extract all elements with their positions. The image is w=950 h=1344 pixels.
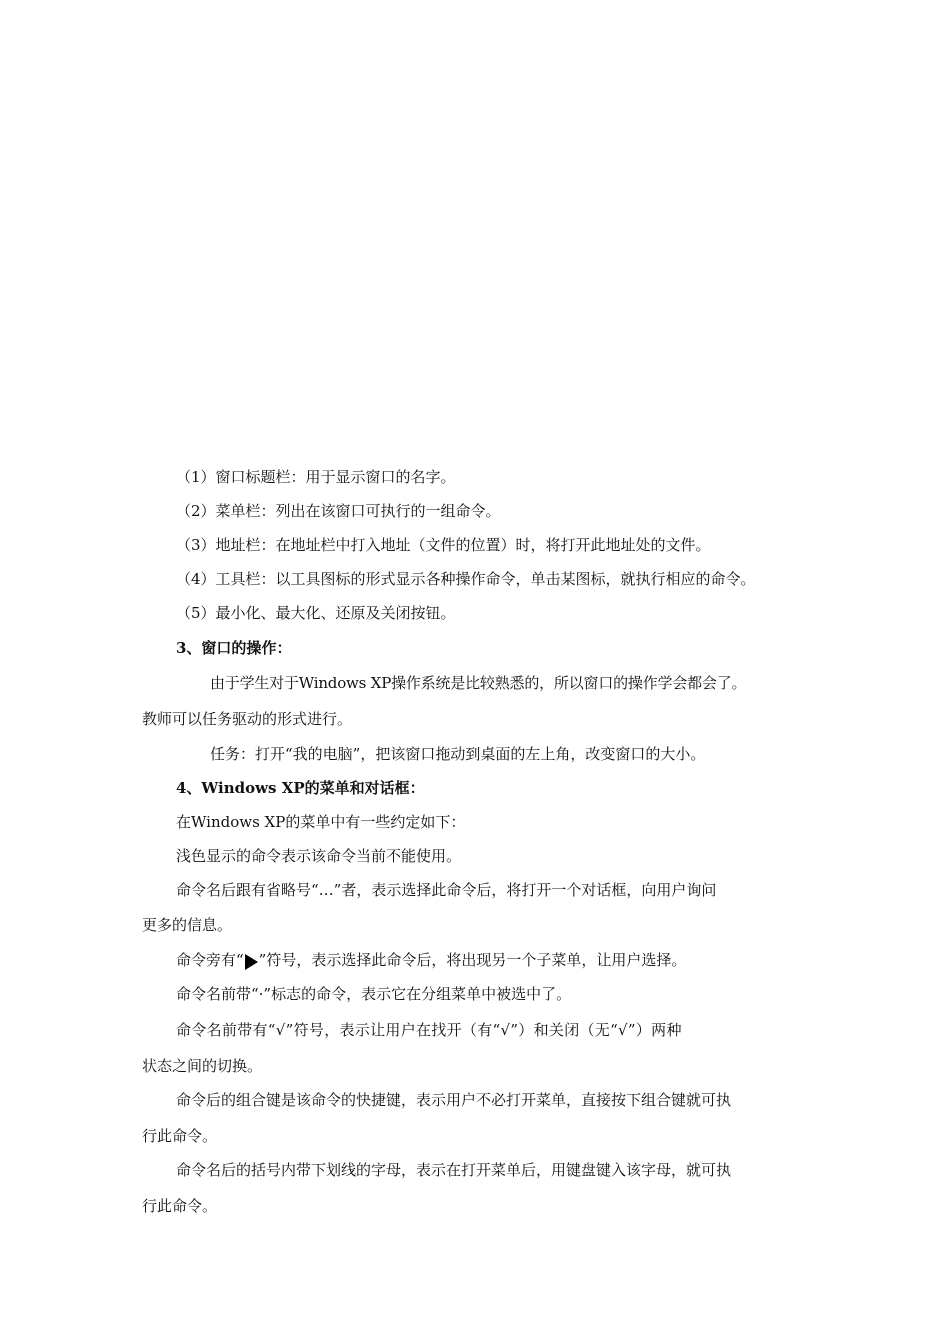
item-title-bar: （1）窗口标题栏：用于显示窗口的名字。 bbox=[176, 468, 456, 486]
rule-check-mark-line-2: 状态之间的切换。 bbox=[142, 1057, 263, 1075]
rule-shortcut-line-2: 行此命令。 bbox=[142, 1127, 218, 1145]
section-3-paragraph-line-2: 教师可以任务驱动的形式进行。 bbox=[142, 710, 353, 728]
rule-submenu-arrow bbox=[176, 950, 686, 970]
rule-gray-command: 浅色显示的命令表示该命令当前不能使用。 bbox=[176, 847, 462, 865]
section-4-heading: 4、Windows XP的菜单和对话框： bbox=[176, 779, 425, 797]
section-4-intro: 在Windows XP的菜单中有一些约定如下： bbox=[176, 813, 466, 831]
rule-underline-letter-line-2: 行此命令。 bbox=[142, 1197, 218, 1215]
item-menu-bar: （2）菜单栏：列出在该窗口可执行的一组命令。 bbox=[176, 502, 501, 520]
section-3-task: 任务：打开“我的电脑”，把该窗口拖动到桌面的左上角，改变窗口的大小。 bbox=[210, 745, 706, 763]
rule-dot-mark: 命令名前带“·”标志的命令，表示它在分组菜单中被选中了。 bbox=[176, 985, 572, 1003]
section-3-paragraph-line-1: 由于学生对于Windows XP操作系统是比较熟悉的，所以窗口的操作学会都会了。 bbox=[210, 674, 747, 692]
item-address-bar: （3）地址栏：在地址栏中打入地址（文件的位置）时，将打开此地址处的文件。 bbox=[176, 536, 711, 554]
rule-submenu-prefix: 命令旁有“ bbox=[176, 951, 244, 969]
right-triangle-icon bbox=[245, 954, 258, 970]
rule-check-mark-line-1: 命令名前带有“√”符号，表示让用户在找开（有“√”）和关闭（无“√”）两种 bbox=[176, 1021, 682, 1039]
rule-ellipsis-line-2: 更多的信息。 bbox=[142, 916, 233, 934]
section-3-heading: 3、窗口的操作： bbox=[176, 639, 292, 657]
item-toolbar: （4）工具栏：以工具图标的形式显示各种操作命令，单击某图标，就执行相应的命令。 bbox=[176, 570, 756, 588]
rule-ellipsis-line-1: 命令名后跟有省略号“…”者，表示选择此命令后，将打开一个对话框，向用户询问 bbox=[176, 881, 717, 899]
item-window-buttons: （5）最小化、最大化、还原及关闭按钮。 bbox=[176, 604, 456, 622]
rule-shortcut-line-1: 命令后的组合键是该命令的快捷键，表示用户不必打开菜单，直接按下组合键就可执 bbox=[176, 1091, 732, 1109]
rule-underline-letter-line-1: 命令名后的括号内带下划线的字母，表示在打开菜单后，用键盘键入该字母，就可执 bbox=[176, 1161, 732, 1179]
rule-submenu-suffix: ”符号，表示选择此命令后，将出现另一个子菜单，让用户选择。 bbox=[258, 951, 687, 969]
